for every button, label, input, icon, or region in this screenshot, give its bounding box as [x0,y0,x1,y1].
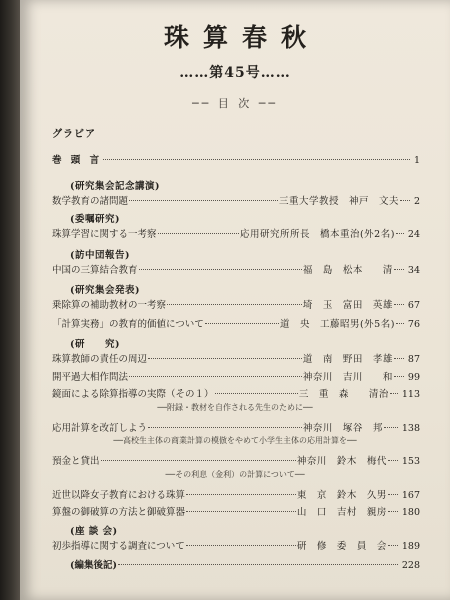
dot-leader [384,427,398,428]
toc-entry-author: 山 口 吉村 親房 [296,507,387,518]
toc-entry-page: 24 [407,229,420,240]
toc-entry-page: 87 [407,354,420,365]
toc-row[interactable] [52,351,420,365]
toc-entry-title: 鏡面による除算指導の実際（その１） [52,389,214,400]
gravure-label: グラビア [52,129,96,140]
toc-entry-title: 算盤の御破算の方法と御破算器 [52,507,186,518]
toc-entry-title: 預金と貸出 [52,456,100,467]
section-label: (委嘱研究) [70,214,120,225]
dot-leader [186,545,296,546]
dot-leader [394,269,404,270]
toc-entry-page: 138 [401,423,420,434]
toc-entry-page: 180 [401,507,420,518]
dot-leader [388,511,398,512]
toc-page [20,0,450,600]
toc-entry-author: 埼 玉 富田 英雄 [302,300,393,311]
toc-entry-author: 三 重 森 清治 [298,389,389,400]
toc-entry-page: 189 [401,541,420,552]
dot-leader [388,545,398,546]
toc-entry-page: 76 [407,319,420,330]
dot-leader [158,233,239,234]
dot-leader [148,358,302,359]
toc-entry-title: 応用計算を改訂しよう [52,423,148,434]
toc-entry-page: 34 [407,265,420,276]
toc-row-editorial[interactable] [70,557,420,571]
adjacent-page-edge [0,0,20,600]
toc-entry-author: 東 京 鈴木 久男 [296,490,387,501]
dot-leader [186,511,296,512]
toc-entry-author: 道 央 工藤昭男(外5名) [279,319,395,330]
toc-row[interactable] [52,538,420,552]
toc-entry-page: 99 [407,372,420,383]
dot-leader [388,460,398,461]
toc-entry-author: 道 南 野田 孝雄 [302,354,393,365]
toc-entry-author: 応用研究所所長 橋本重治(外2名) [239,229,395,240]
dot-leader [103,159,410,160]
dot-leader [394,358,404,359]
toc-heading: ── 目 次 ── [192,97,278,110]
toc-entry-title: 初歩指導に関する調査について [52,541,185,552]
toc-entry-page: 1 [413,155,420,166]
toc-entry-author: 神奈川 塚谷 邦 [302,423,383,434]
toc-entry-page: 228 [401,560,420,571]
toc-entry-page: 67 [407,300,420,311]
dot-leader [388,494,398,495]
dot-leader [390,393,398,394]
toc-entry-page: 153 [401,456,420,467]
journal-title: 珠算春秋 [163,23,320,52]
entry-subtitle: ──附録・教材を自作される先生のために── [157,403,313,412]
dot-leader [148,427,302,428]
toc-entry-title: 珠算学習に関する一考察 [52,229,157,240]
toc-entry-author: 研 修 委 員 会 [296,541,387,552]
toc-entry-page: 113 [401,389,420,400]
toc-entry-title: 珠算教師の責任の周辺 [52,354,148,365]
toc-entry-author: 神奈川 鈴木 梅代 [296,456,387,467]
dot-leader [139,269,302,270]
toc-entry-title: (編集後記) [70,560,117,571]
toc-entry-author: 神奈川 吉川 和 [302,372,393,383]
dot-leader [396,323,404,324]
section-label: (研究集会発表) [70,285,140,296]
dot-leader [396,233,404,234]
dot-leader [167,304,302,305]
toc-entry-title: 「計算実務」の教育的価値について [52,319,204,330]
dot-leader [394,304,404,305]
toc-row[interactable] [52,369,420,383]
dot-leader [186,494,296,495]
toc-entry-page: 167 [401,490,420,501]
toc-entry-author: 三重大学教授 神戸 文夫 [278,196,399,207]
toc-entry-title: 近世以降女子教育における珠算 [52,490,186,501]
toc-entry-title: 開平過大相作問法 [52,372,129,383]
section-label: (訪中団報告) [70,250,130,261]
toc-row[interactable] [52,453,420,467]
toc-entry-title: 数学教育の諸問題 [52,196,129,207]
toc-row[interactable] [52,420,420,434]
dot-leader [129,200,278,201]
entry-subtitle: ──その利息（金利）の計算について── [165,470,305,479]
dot-leader [101,460,296,461]
toc-row[interactable] [52,193,420,207]
toc-row[interactable] [52,504,420,518]
issue-number: ……第45号…… [179,65,291,81]
dot-leader [215,393,298,394]
toc-row[interactable] [52,297,420,311]
toc-row-kantougen[interactable] [52,152,420,166]
toc-entry-title: 乗除算の補助教材の一考察 [52,300,167,311]
toc-entry-page: 2 [413,196,420,207]
toc-entry-author: 福 島 松本 清 [302,265,393,276]
dot-leader [129,376,302,377]
dot-leader [118,564,398,565]
section-label: (研究集会記念講演) [70,181,160,192]
section-label: (研 究) [70,339,120,350]
toc-entry-title: 中国の三算結合教育 [52,265,138,276]
toc-row[interactable] [52,386,420,400]
toc-row[interactable] [52,226,420,240]
toc-row[interactable] [52,316,420,330]
section-label: (座 談 会) [70,526,118,537]
toc-row[interactable] [52,487,420,501]
toc-entry-title: 巻 頭 言 [52,155,103,166]
dot-leader [394,376,404,377]
toc-row[interactable] [52,262,420,276]
dot-leader [400,200,410,201]
entry-subtitle: ──高校生主体の商業計算の模倣をやめて小学生主体の応用計算を── [113,436,357,445]
dot-leader [205,323,279,324]
